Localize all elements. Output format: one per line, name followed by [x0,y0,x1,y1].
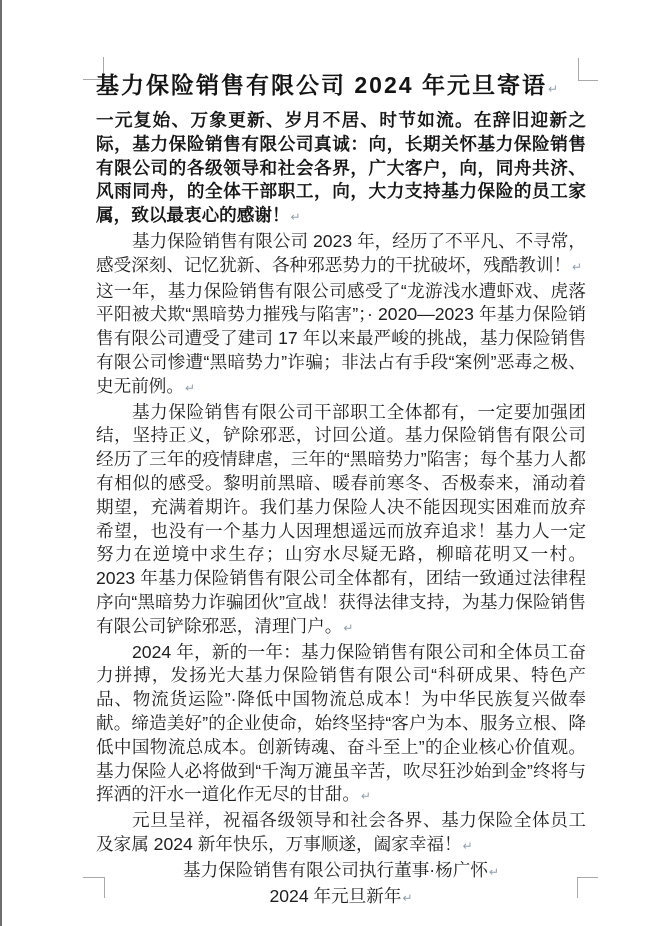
paragraph[interactable] [96,859,586,885]
paragraph-mark-icon: ↵ [360,789,371,804]
paragraph-mark-icon: ↵ [488,864,500,879]
paragraph[interactable] [96,109,586,230]
paragraph-mark-icon: ↵ [402,890,413,905]
paragraph-text: 一元复始、万象更新、岁月不居、时节如流。在辞旧迎新之际，基力保险销售有限公司真诚：向，长期关怀基力保险销售有限公司的各级领导和社会各界，广大客户，向，同舟共济、风雨同舟，的全体干部职工，向，大力支持基力保险的员工家属，致以最衷心的感谢！ [96,110,586,226]
paragraph-text: 基力保险销售有限公司 2023 年，经历了不平凡、不寻常，感受深刻、记忆犹新、各种邪恶势力的干扰破坏，残酷教训！ [96,230,586,275]
paragraph-mark-icon: ↵ [184,380,196,395]
document-title-text: 基力保险销售有限公司 2024 年元旦寄语 [96,72,547,98]
paragraph-mark-icon: ↵ [343,620,354,635]
paragraph-mark-icon: ↵ [290,210,301,225]
paragraph-text: 2024 年，新的一年：基力保险销售有限公司和全体员工奋力拼搏，发扬光大基力保险销售有限公司“科研成果、特色产品、物流货运险”·降低中国物流总成本！为中华民族复兴做奉献。缔造美好”的企业使命，始终坚持“客户为本、服务立根、降低中国物流总成本。创新铸魂、奋斗至上”的企业核心价值观。基力保险人必将做到“千淘万漉虽辛苦，吹尽狂沙始到金”终将与挥洒的汗水一道化作无尽的甘甜。 [96,641,586,805]
document-body[interactable] [96,109,586,910]
paragraph-mark-icon: ↵ [572,259,583,274]
paragraph[interactable] [96,230,586,280]
page-edge-line [0,0,2,926]
document-text-area[interactable] [96,70,586,910]
paragraph[interactable] [96,809,586,859]
paragraph-mark-icon: ↵ [462,838,473,853]
document-title[interactable] [96,70,586,105]
paragraph[interactable] [96,280,586,401]
paragraph[interactable] [96,401,586,641]
paragraph-text: 2024 年元旦新年 [269,885,402,906]
paragraph-text: 基力保险销售有限公司干部职工全体都有，一定要加强团结，坚持正义，铲除邪恶，讨回公道。基力保险销售有限公司经历了三年的疫情肆虐，三年的“黑暗势力”陷害；每个基力人都有相似的感受。黎明前黑暗、暖春前寒冬、否极泰来，涌动着期望，充满着期许。我们基力保险人决不能因现实困难而放弃希望，也没有一个基力人因理想遥远而放弃追求！基力人一定努力在逆境中求生存；山穷水尽疑无路，柳暗花明又一村。2023 年基力保险销售有限公司全体都有，团结一致通过法律程序向“黑暗势力诈骗团伙”宣战！获得法律支持，为基力保险销售有限公司铲除邪恶，清理门户。 [96,401,586,636]
paragraph[interactable] [96,641,586,810]
paragraph[interactable] [96,885,586,911]
paragraph-mark-icon: ↵ [547,82,559,96]
paragraph-text: 元旦呈祥，祝福各级领导和社会各界、基力保险全体员工及家属 2024 新年快乐，万事顺遂，阖家幸福！ [96,810,586,854]
paragraph-text: 基力保险销售有限公司执行董事·杨广怀 [182,859,488,880]
paragraph-text: 这一年，基力保险销售有限公司感受了“龙游浅水遭虾戏、虎落平阳被犬欺“黑暗势力摧残与陷害”；· 2020—2023 年基力保险销售有限公司遭受了建司 17 年以来最严峻的挑战，基力保险销售有限公司惨遭“黑暗势力”诈骗；非法占有手段“案例”恶毒之极、史无前例。 [96,280,586,396]
